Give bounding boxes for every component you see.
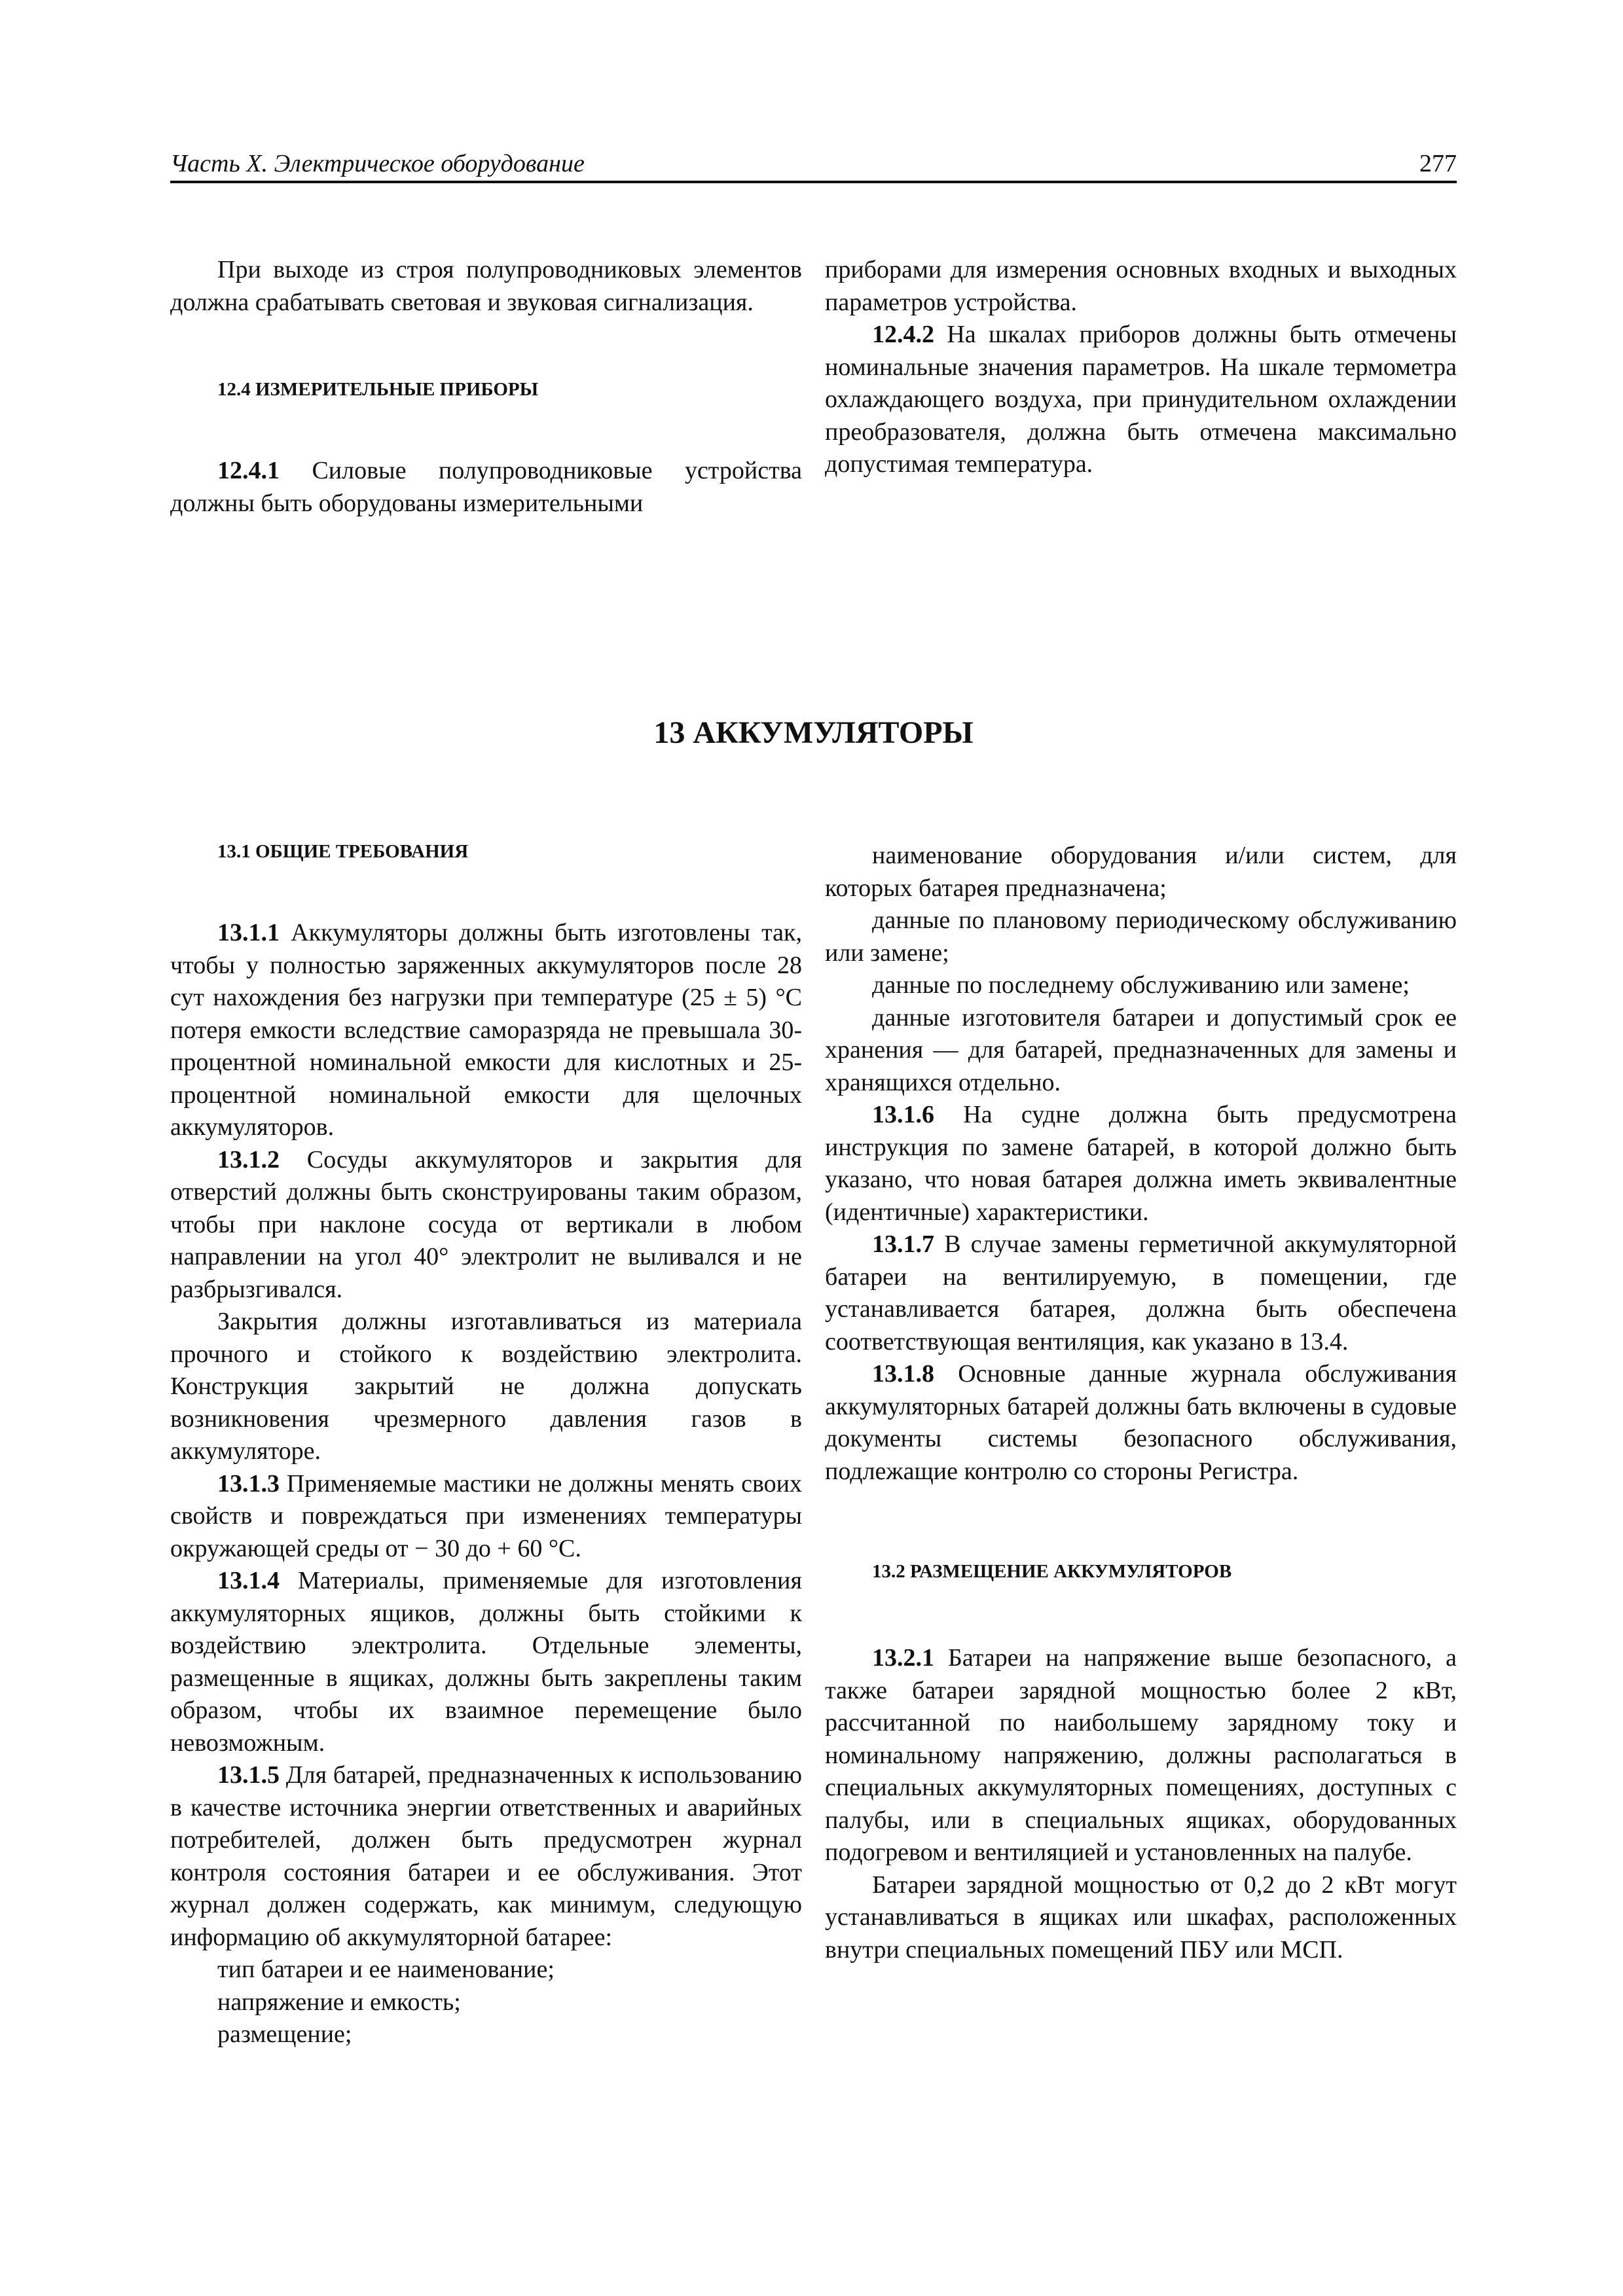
clause-number: 13.1.8 [872, 1360, 934, 1388]
list-item: напряжение и емкость; [217, 1988, 461, 2016]
paragraph-12-4-1: 12.4.1 Силовые полупроводниковые устройства должны быть оборудованы измерительными [170, 457, 802, 517]
paragraph-13-1-6: 13.1.6 На судне должна быть предусмотрена инструкция по замене батарей, в которой должно быть указано, что новая батарея должна иметь эквивалентные (идентичные) характеристики. [825, 1101, 1457, 1226]
paragraph-12-4-2: 12.4.2 На шкалах приборов должны быть отмечены номинальные значения параметров. На шкале термометра охлаждающего воздуха, при принудительном охлаждении преобразователя, должна быть отмечена максимально допустимая температура. [825, 321, 1457, 478]
section-heading-12-4: 12.4 ИЗМЕРИТЕЛЬНЫЕ ПРИБОРЫ [217, 379, 539, 400]
paragraph-13-1-8: 13.1.8 Основные данные журнала обслуживания аккумуляторных батарей должны бать включены в судовые документы системы безопасного обслуживания, подлежащие контролю со стороны Регистра. [825, 1360, 1457, 1485]
list-item: наименование оборудования и/или систем, для которых батарея предназначена; [825, 842, 1457, 902]
paragraph-13-2-1: 13.2.1 Батареи на напряжение выше безопасного, а также батареи зарядной мощностью более 2 кВт, рассчитанной по наибольшему зарядному току и номинальному напряжению, должны располагаться в специальных аккумуляторных помещениях, доступных с палубы, или в специальных ящиках, оборудованных подогревом и вентиляцией и установленных на палубе. [825, 1644, 1457, 1866]
chapter-title: 13 АККУМУЛЯТОРЫ [653, 715, 974, 750]
clause-number: 12.4.2 [872, 321, 934, 348]
list-item: размещение; [217, 2020, 352, 2048]
bottom-left-column [170, 840, 802, 2051]
top-right-column [825, 254, 1457, 481]
list-item: данные изготовителя батареи и допустимый срок ее хранения — для батарей, предназначенных для замены и хранящихся отдельно. [825, 1003, 1457, 1096]
page-header [170, 143, 1457, 183]
list-item: данные по плановому периодическому обслуживанию или замене; [825, 906, 1457, 967]
paragraph-13-1-1: 13.1.1 Аккумуляторы должны быть изготовлены так, чтобы у полностью заряженных аккумуляторов после 28 сут нахождения без нагрузки при температуре (25 ± 5) °C потеря емкости вследствие саморазряда не превышала 30-процентной номинальной емкости для кислотных и 25-процентной номинальной емкости для щелочных аккумуляторов. [170, 919, 802, 1141]
paragraph-charging-power: Батареи зарядной мощностью от 0,2 до 2 кВт могут устанавливаться в ящиках или шкафах, расположенных внутри специальных помещений ПБУ или МСП. [825, 1871, 1457, 1964]
clause-number: 13.1.6 [872, 1101, 934, 1128]
clause-number: 13.1.5 [217, 1761, 280, 1789]
clause-number: 13.1.7 [872, 1230, 934, 1258]
paragraph-13-1-3: 13.1.3 Применяемые мастики не должны менять своих свойств и повреждаться при изменениях температуры окружающей среды от − 30 до + 60 °C. [170, 1469, 802, 1562]
clause-number: 13.1.3 [217, 1469, 280, 1498]
running-title: Часть X. Электрическое оборудование [170, 150, 585, 177]
page-number: 277 [1419, 150, 1457, 177]
paragraph-13-1-2: 13.1.2 Сосуды аккумуляторов и закрытия для отверстий должны быть сконструированы таким образом, чтобы при наклоне сосуда от вертикали в любом направлении на угол 40° электролит не выливался и не разбрызгивался. [170, 1145, 802, 1303]
list-item: данные по последнему обслуживанию или замене; [872, 971, 1410, 999]
paragraph-fault-signaling: При выходе из строя полупроводниковых элементов должна срабатывать световая и звуковая сигнализация. [170, 256, 802, 316]
paragraph-13-1-5: 13.1.5 Для батарей, предназначенных к использованию в качестве источника энергии ответственных и аварийных потребителей, должен быть предусмотрен журнал контроля состояния батареи и ее обслуживания. Этот журнал должен содержать, как минимум, следующую информацию об аккумуляторной батарее: [170, 1761, 802, 1951]
paragraph-closures: Закрытия должны изготавливаться из материала прочного и стойкого к воздействию электролита. Конструкция закрытий не должна допускать возникновения чрезмерного давления газов в аккумуляторе. [170, 1308, 802, 1465]
clause-number: 13.1.2 [217, 1145, 280, 1174]
list-item: тип батареи и ее наименование; [217, 1956, 555, 1983]
bottom-right-column [825, 840, 1457, 1966]
clause-number: 13.2.1 [872, 1644, 934, 1672]
clause-number: 12.4.1 [217, 457, 280, 484]
clause-number: 13.1.1 [217, 919, 280, 946]
paragraph-13-1-7: 13.1.7 В случае замены герметичной аккумуляторной батареи на вентилируемую, в помещении, где устанавливается батарея, должна быть обеспечена соответствующая вентиляция, как указано в 13.4. [825, 1230, 1457, 1355]
paragraph-13-1-4: 13.1.4 Материалы, применяемые для изготовления аккумуляторных ящиков, должны быть стойкими к воздействию электролита. Отдельные элементы, размещенные в ящиках, должны быть закреплены таким образом, чтобы их взаимное перемещение было невозможным. [170, 1567, 802, 1757]
section-heading-13-2: 13.2 РАЗМЕЩЕНИЕ АККУМУЛЯТОРОВ [872, 1561, 1232, 1582]
top-left-column [170, 254, 802, 520]
clause-number: 13.1.4 [217, 1567, 280, 1594]
paragraph-continuation: приборами для измерения основных входных и выходных параметров устройства. [825, 256, 1457, 316]
section-heading-13-1: 13.1 ОБЩИЕ ТРЕБОВАНИЯ [217, 841, 469, 862]
